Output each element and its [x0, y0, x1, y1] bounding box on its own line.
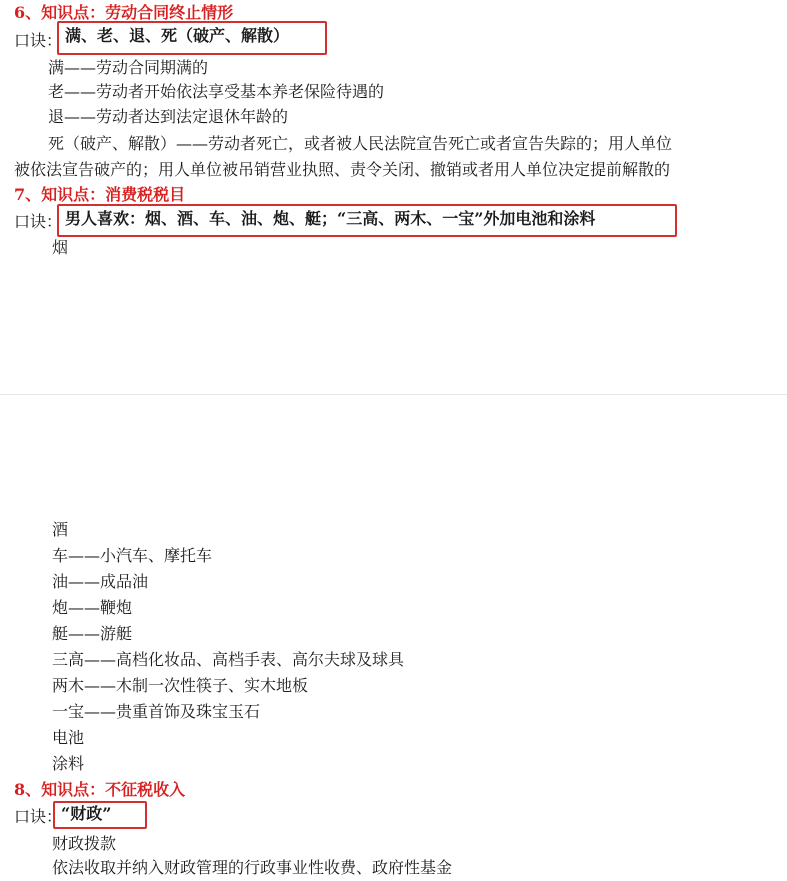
section-7-item: 两木——木制一次性筷子、实木地板	[52, 676, 309, 695]
section-6-item: 满——劳动合同期满的	[48, 58, 209, 77]
section-6-mnemonic-box: 满、老、退、死（破产、解散）	[57, 21, 327, 55]
section-6-heading: 6、知识点：劳动合同终止情形	[14, 3, 234, 22]
section-7-item: 涂料	[52, 754, 85, 773]
section-7-item: 油——成品油	[52, 572, 149, 591]
section-7-item: 烟	[52, 238, 69, 257]
section-7-item: 车——小汽车、摩托车	[52, 546, 213, 565]
page-separator	[0, 394, 787, 395]
section-7-item: 一宝——贵重首饰及珠宝玉石	[52, 702, 261, 721]
section-8-mnemonic-label: 口诀：	[14, 807, 63, 826]
section-7-mnemonic-label: 口诀：	[14, 212, 63, 231]
section-8-item: 依法收取并纳入财政管理的行政事业性收费、政府性基金	[52, 858, 453, 877]
section-7-item: 电池	[52, 728, 85, 747]
section-6-item: 退——劳动者达到法定退休年龄的	[48, 107, 289, 126]
section-7-item: 酒	[52, 520, 69, 539]
section-7-item: 炮——鞭炮	[52, 598, 133, 617]
section-7-item: 三高——高档化妆品、高档手表、高尔夫球及球具	[52, 650, 405, 669]
section-6-mnemonic-label: 口诀：	[14, 31, 63, 50]
section-6-item: 死（破产、解散）——劳动者死亡，或者被人民法院宣告死亡或者宣告失踪的；用人单位	[48, 134, 673, 153]
section-7-item: 艇——游艇	[52, 624, 133, 643]
section-6-item-continued: 被依法宣告破产的；用人单位被吊销营业执照、责令关闭、撤销或者用人单位决定提前解散的	[14, 160, 671, 179]
section-7-mnemonic-box: 男人喜欢：烟、酒、车、油、炮、艇；“三高、两木、一宝”外加电池和涂料	[57, 204, 677, 237]
section-7-heading: 7、知识点：消费税税目	[14, 185, 186, 204]
section-8-heading: 8、知识点：不征税收入	[14, 780, 186, 799]
section-8-mnemonic-box: “财政”	[53, 801, 147, 829]
section-6-item: 老——劳动者开始依法享受基本养老保险待遇的	[48, 82, 385, 101]
section-8-item: 财政拨款	[52, 834, 117, 853]
